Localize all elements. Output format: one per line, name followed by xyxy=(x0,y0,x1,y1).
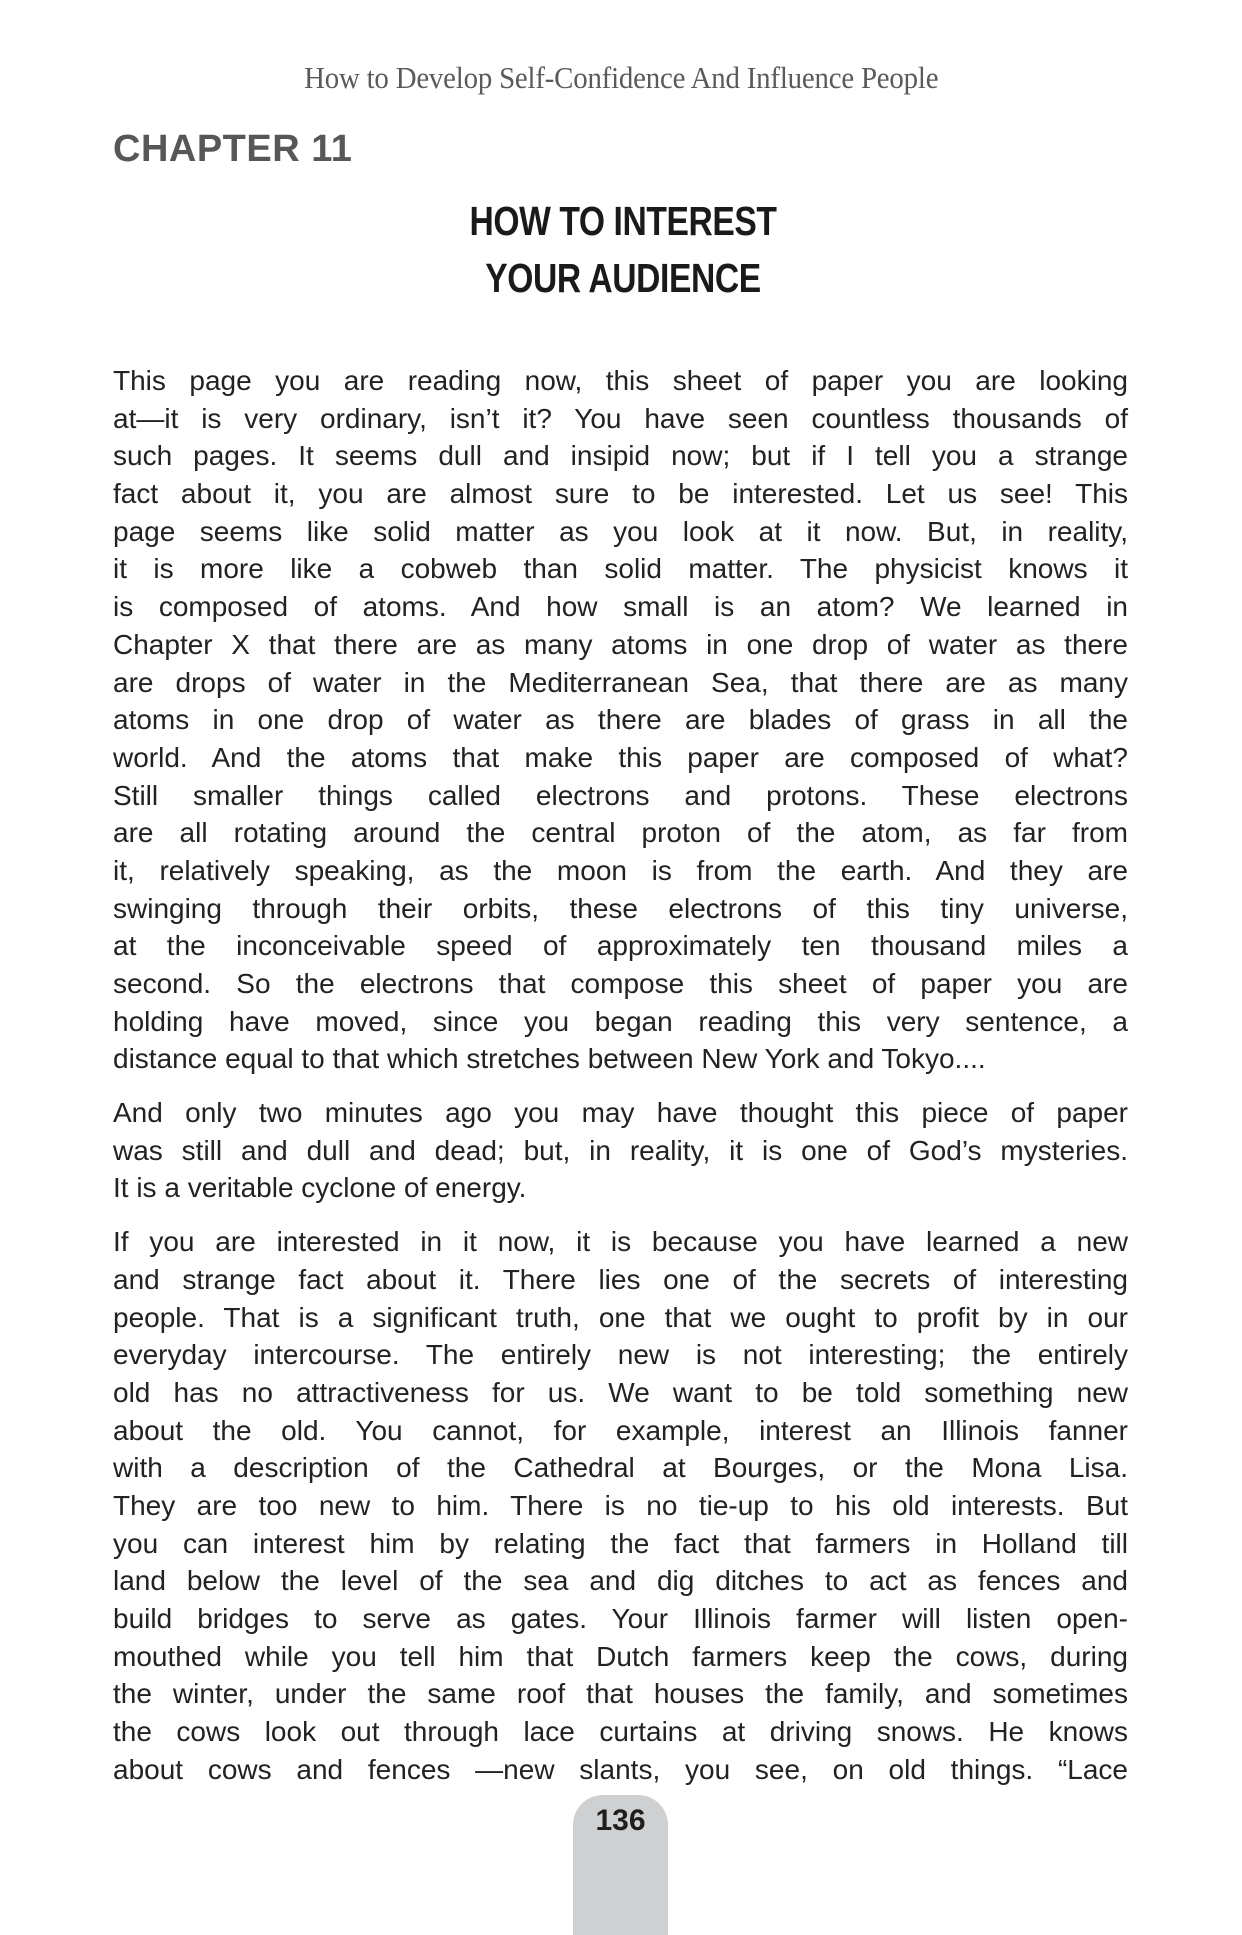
text-line-content: world. And the atoms that make this paper are composed of what? xyxy=(113,741,1128,773)
text-line xyxy=(113,1600,1128,1638)
text-line xyxy=(113,664,1128,702)
text-line-content: It is a veritable cyclone of energy. xyxy=(113,1172,527,1204)
text-line xyxy=(113,550,1128,588)
text-line-content: old has no attractiveness for us. We want to be told something new xyxy=(113,1376,1128,1408)
text-line xyxy=(113,1223,1128,1261)
text-line-content: about cows and fences —new slants, you see, on old things. “Lace xyxy=(113,1753,1128,1785)
text-line xyxy=(113,626,1128,664)
text-line xyxy=(113,1094,1128,1132)
text-line-content: are drops of water in the Mediterranean Sea, that there are as many xyxy=(113,666,1128,698)
text-line xyxy=(113,437,1128,475)
text-line-content: at the inconceivable speed of approximately ten thousand miles a xyxy=(113,930,1128,962)
text-line xyxy=(113,1132,1128,1170)
text-line-content: are all rotating around the central proton of the atom, as far from xyxy=(113,817,1128,849)
text-line xyxy=(113,814,1128,852)
text-line-content: build bridges to serve as gates. Your Illinois farmer will listen open- xyxy=(113,1603,1128,1634)
text-line-content: swinging through their orbits, these electrons of this tiny universe, xyxy=(113,892,1128,924)
text-line xyxy=(113,927,1128,965)
text-line-content: They are too new to him. There is no tie-up to his old interests. But xyxy=(113,1489,1128,1521)
text-line xyxy=(113,1638,1128,1676)
text-line-content: atoms in one drop of water as there are blades of grass in all the xyxy=(113,704,1128,736)
text-line-content: fact about it, you are almost sure to be interested. Let us see! This xyxy=(113,478,1128,510)
text-line xyxy=(113,1487,1128,1525)
text-line xyxy=(113,1675,1128,1713)
chapter-title xyxy=(0,193,1242,307)
body-text xyxy=(113,362,1128,1788)
text-line-content: mouthed while you tell him that Dutch farmers keep the cows, during xyxy=(113,1640,1128,1672)
text-line-content: people. That is a significant truth, one that we ought to profit by in our xyxy=(113,1301,1128,1333)
text-line xyxy=(113,739,1128,777)
text-line-content: holding have moved, since you began reading this very sentence, a xyxy=(113,1005,1128,1037)
text-line-content: This page you are reading now, this sheet of paper you are looking xyxy=(113,365,1128,396)
text-line xyxy=(113,701,1128,739)
text-line-content: is composed of atoms. And how small is an atom? We learned in xyxy=(113,591,1128,623)
text-line xyxy=(113,1562,1128,1600)
text-line xyxy=(113,965,1128,1003)
text-line-content: Still smaller things called electrons and protons. These electrons xyxy=(113,779,1128,811)
text-line-content: everyday intercourse. The entirely new is not interesting; the entirely xyxy=(113,1339,1128,1371)
paragraph xyxy=(113,1094,1128,1207)
text-line xyxy=(113,513,1128,551)
text-line xyxy=(113,1412,1128,1450)
text-line xyxy=(113,1261,1128,1299)
page-number: 136 xyxy=(595,1804,646,1837)
text-line-content: about the old. You cannot, for example, interest an Illinois fanner xyxy=(113,1414,1128,1446)
text-line xyxy=(113,777,1128,815)
text-line xyxy=(113,1003,1128,1041)
text-line xyxy=(113,362,1128,400)
text-line-content: such pages. It seems dull and insipid now; but if I tell you a strange xyxy=(113,440,1128,472)
text-line xyxy=(113,1299,1128,1337)
text-line xyxy=(113,1374,1128,1412)
text-line xyxy=(113,1751,1128,1789)
chapter-title-line: YOUR AUDIENCE xyxy=(485,255,761,301)
text-line-content: you can interest him by relating the fact that farmers in Holland till xyxy=(113,1527,1128,1559)
text-line-content: it is more like a cobweb than solid matter. The physicist knows it xyxy=(113,553,1128,585)
text-line-content: the cows look out through lace curtains at driving snows. He knows xyxy=(113,1716,1128,1748)
text-line-content: second. So the electrons that compose this sheet of paper you are xyxy=(113,968,1128,999)
text-line-content: it, relatively speaking, as the moon is from the earth. And they are xyxy=(113,854,1128,886)
text-line xyxy=(113,852,1128,890)
chapter-title-line: HOW TO INTEREST xyxy=(469,198,777,244)
text-line-content: If you are interested in it now, it is because you have learned a new xyxy=(113,1226,1128,1258)
text-line-content: and strange fact about it. There lies one of the secrets of interesting xyxy=(113,1263,1128,1295)
text-line-content: distance equal to that which stretches between New York and Tokyo.... xyxy=(113,1043,986,1075)
text-line xyxy=(113,1525,1128,1563)
text-line-content: with a description of the Cathedral at Bourges, or the Mona Lisa. xyxy=(113,1452,1128,1484)
running-header: How to Develop Self-Confidence And Influence People xyxy=(304,60,939,95)
paragraph xyxy=(113,1223,1128,1788)
text-line xyxy=(113,1449,1128,1487)
text-line-content: Chapter X that there are as many atoms in one drop of water as there xyxy=(113,628,1128,660)
text-line xyxy=(113,588,1128,626)
text-line xyxy=(113,1713,1128,1751)
text-line-content: was still and dull and dead; but, in reality, it is one of God’s mysteries. xyxy=(113,1134,1128,1166)
paragraph xyxy=(113,362,1128,1078)
text-line xyxy=(113,1040,1128,1078)
text-line xyxy=(113,1169,1128,1207)
text-line-content: land below the level of the sea and dig ditches to act as fences and xyxy=(113,1565,1128,1597)
text-line-content: the winter, under the same roof that houses the family, and sometimes xyxy=(113,1678,1128,1710)
text-line xyxy=(113,1336,1128,1374)
text-line-content: at—it is very ordinary, isn’t it? You have seen countless thousands of xyxy=(113,402,1128,434)
text-line xyxy=(113,400,1128,438)
chapter-label: CHAPTER 11 xyxy=(113,128,353,170)
text-line xyxy=(113,890,1128,928)
text-line-content: page seems like solid matter as you look at it now. But, in reality, xyxy=(113,515,1128,547)
text-line xyxy=(113,475,1128,513)
text-line-content: And only two minutes ago you may have thought this piece of paper xyxy=(113,1097,1128,1129)
